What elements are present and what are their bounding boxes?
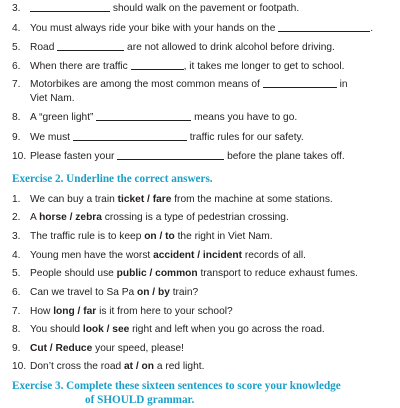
item-text: means you have to go. xyxy=(194,112,298,123)
exercise2-item xyxy=(0,266,400,282)
item-text: Don’t cross the road xyxy=(30,361,124,372)
item-text: are not allowed to drink alcohol before driving. xyxy=(127,42,335,53)
answer-choices[interactable]: on / to xyxy=(144,231,175,242)
answer-choices[interactable]: horse / zebra xyxy=(39,212,102,223)
item-text: A xyxy=(30,212,40,223)
exercise1-item-6 xyxy=(0,59,400,75)
item-text: When there are traffic xyxy=(30,61,128,72)
item-text: We must xyxy=(30,132,71,143)
item-text: from the machine at some stations. xyxy=(171,194,333,205)
exercise2-item xyxy=(0,359,400,375)
item-text: A “green light” xyxy=(30,112,94,123)
item-text: People should use xyxy=(30,268,117,279)
item-number: 9. xyxy=(12,343,21,354)
exercise3-heading-cont: of SHOULD grammar. xyxy=(85,394,195,406)
exercise2-item xyxy=(0,285,400,301)
item-text: right and left when you go across the road. xyxy=(129,324,325,335)
answer-choices[interactable]: Cut / Reduce xyxy=(30,343,93,354)
item-text: Motorbikes are among the most common means of xyxy=(30,79,260,90)
item-text: crossing is a type of pedestrian crossing. xyxy=(101,212,289,223)
item-text: traffic rules for our safety. xyxy=(189,132,304,143)
item-text: . xyxy=(370,23,374,34)
exercise1-item-10 xyxy=(0,149,400,165)
item-number: 6. xyxy=(12,287,21,298)
exercise1-item-5 xyxy=(0,40,400,56)
item-text: the right in Viet Nam. xyxy=(174,231,273,242)
answer-blank[interactable] xyxy=(117,149,224,160)
item-number: 10. xyxy=(12,361,27,372)
item-text: Can we travel to Sa Pa xyxy=(30,287,138,298)
exercise2-item xyxy=(0,322,400,338)
item-text: Road xyxy=(30,42,55,53)
exercise2-item xyxy=(0,341,400,357)
exercise2-item xyxy=(0,192,400,208)
item-number: 3. xyxy=(12,231,21,242)
answer-choices[interactable]: ticket / fare xyxy=(117,194,172,205)
item-text: should walk on the pavement or footpath. xyxy=(112,3,300,14)
answer-choices[interactable]: accident / incident xyxy=(153,250,242,261)
item-number: 8. xyxy=(12,324,21,335)
exercise1-item-8 xyxy=(0,110,400,126)
item-text: You should xyxy=(30,324,83,335)
item-number: 7. xyxy=(12,79,21,90)
item-number: 6. xyxy=(12,61,21,72)
item-number: 9. xyxy=(12,132,21,143)
item-number: 7. xyxy=(12,306,21,317)
item-number: 8. xyxy=(12,112,21,123)
item-text: The traffic rule is to keep xyxy=(30,231,145,242)
exercise2-item xyxy=(0,304,400,320)
answer-blank[interactable] xyxy=(131,59,184,70)
item-number: 10. xyxy=(12,151,27,162)
answer-choices[interactable]: look / see xyxy=(82,324,130,335)
item-text: before the plane takes off. xyxy=(227,151,345,162)
item-text: , it takes me longer to get to school. xyxy=(183,61,345,72)
answer-blank[interactable] xyxy=(30,1,110,12)
exercise2-item xyxy=(0,248,400,264)
item-number: 5. xyxy=(12,42,21,53)
item-text: You must always ride your bike with your hands on the xyxy=(30,23,276,34)
item-text: is it from here to your school? xyxy=(96,306,233,317)
item-text: transport to reduce exhaust fumes. xyxy=(197,268,358,279)
answer-choices[interactable]: long / far xyxy=(53,306,97,317)
exercise1-item-7-cont xyxy=(0,91,400,107)
item-text: Young men have the worst xyxy=(30,250,154,261)
item-text: a red light. xyxy=(154,361,205,372)
answer-blank[interactable] xyxy=(263,77,337,88)
item-text: in xyxy=(339,79,348,90)
item-text: We can buy a train xyxy=(30,194,118,205)
exercise2-heading: Exercise 2. Underline the correct answers. xyxy=(12,173,213,185)
answer-choices[interactable]: on / by xyxy=(137,287,170,298)
item-number: 4. xyxy=(12,250,21,261)
answer-blank[interactable] xyxy=(96,110,191,121)
item-number: 4. xyxy=(12,23,21,34)
exercise1-item-3 xyxy=(0,1,400,17)
item-number: 3. xyxy=(12,3,21,14)
exercise2-item xyxy=(0,229,400,245)
item-text: records of all. xyxy=(241,250,306,261)
answer-blank[interactable] xyxy=(57,40,124,51)
exercise1-item-9 xyxy=(0,130,400,146)
item-number: 5. xyxy=(12,268,21,279)
answer-blank[interactable] xyxy=(73,130,187,141)
item-text: Viet Nam. xyxy=(30,93,75,104)
item-text: Please fasten your xyxy=(30,151,115,162)
item-text: train? xyxy=(169,287,199,298)
item-number: 2. xyxy=(12,212,21,223)
item-text: your speed, please! xyxy=(92,343,185,354)
answer-blank[interactable] xyxy=(278,21,370,32)
exercise1-item-4 xyxy=(0,21,400,37)
answer-choices[interactable]: public / common xyxy=(116,268,198,279)
exercise2-item xyxy=(0,210,400,226)
answer-choices[interactable]: at / on xyxy=(124,361,154,372)
item-text: How xyxy=(30,306,54,317)
exercise3-heading: Exercise 3. Complete these sixteen sentences to score your knowledge xyxy=(12,380,341,392)
item-number: 1. xyxy=(12,194,21,205)
